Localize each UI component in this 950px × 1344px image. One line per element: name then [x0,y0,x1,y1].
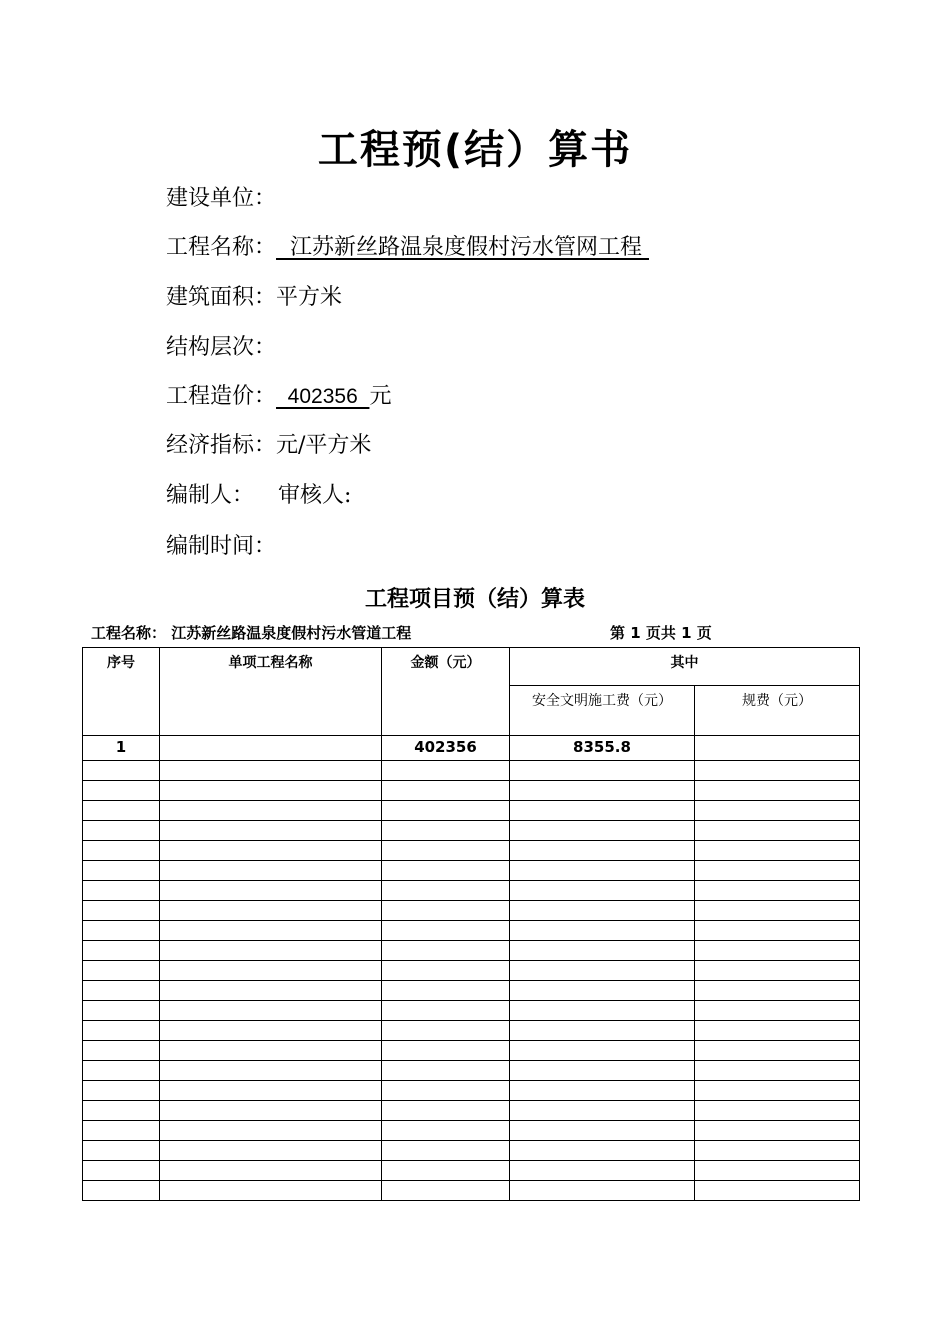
empty-cell [83,1101,160,1121]
compiler-label: 编制人： [166,483,255,508]
empty-cell [382,1121,510,1141]
structure-label: 结构层次： [166,335,277,360]
empty-cell [160,781,382,801]
table-project-name: 江苏新丝路温泉度假村污水管道工程 [171,624,412,642]
header-item: 单项工程名称 [160,648,382,736]
table-row-empty [83,1081,860,1101]
table-row-empty [83,921,860,941]
empty-cell [160,1021,382,1041]
empty-cell [510,1081,695,1101]
area-line [166,283,342,313]
project-line [166,233,649,263]
empty-cell [83,1161,160,1181]
empty-cell [382,961,510,981]
table-row [83,736,860,761]
empty-cell [83,761,160,781]
empty-cell [382,881,510,901]
empty-cell [510,1181,695,1201]
date-line [166,532,276,562]
empty-cell [695,921,860,941]
project-value: 江苏新丝路温泉度假村污水管网工程 [276,235,649,260]
table-row-empty [83,1121,860,1141]
empty-cell [695,821,860,841]
empty-cell [83,961,160,981]
cost-unit: 元 [369,384,392,409]
empty-cell [382,981,510,1001]
page-info: 第 1 页共 1 页 [610,624,712,642]
empty-cell [510,1161,695,1181]
table-row-empty [83,1061,860,1081]
cost-label: 工程造价： [166,384,277,409]
empty-cell [83,1041,160,1061]
empty-cell [695,1021,860,1041]
empty-cell [510,941,695,961]
empty-cell [382,761,510,781]
empty-cell [160,1041,382,1061]
empty-cell [695,881,860,901]
empty-cell [382,1061,510,1081]
empty-cell [510,1001,695,1021]
empty-cell [160,1181,382,1201]
empty-cell [382,1081,510,1101]
table-row-empty [83,901,860,921]
empty-cell [695,841,860,861]
empty-cell [510,761,695,781]
cell-safety: 8355.8 [510,736,695,761]
empty-cell [160,1061,382,1081]
empty-cell [382,921,510,941]
table-row-empty [83,1101,860,1121]
table-title: 工程项目预（结）算表 [364,587,585,612]
empty-cell [695,941,860,961]
empty-cell [83,1061,160,1081]
empty-cell [83,1081,160,1101]
empty-cell [695,1121,860,1141]
table-row-empty [83,961,860,981]
empty-cell [83,1001,160,1021]
empty-cell [695,1181,860,1201]
empty-cell [695,1061,860,1081]
table-row-empty [83,761,860,781]
empty-cell [510,981,695,1001]
empty-cell [510,781,695,801]
empty-cell [510,1061,695,1081]
empty-cell [83,781,160,801]
empty-cell [83,841,160,861]
empty-cell [695,761,860,781]
empty-cell [510,881,695,901]
empty-cell [160,841,382,861]
empty-cell [160,1001,382,1021]
index-label: 经济指标： [166,433,277,458]
empty-cell [160,761,382,781]
area-label: 建筑面积： [166,285,277,310]
table-row-empty [83,881,860,901]
header-amount: 金额（元） [382,648,510,736]
empty-cell [510,1101,695,1121]
empty-cell [510,1041,695,1061]
empty-cell [382,1181,510,1201]
table-row-empty [83,1041,860,1061]
empty-cell [382,901,510,921]
empty-cell [160,1081,382,1101]
table-row-empty [83,1181,860,1201]
cell-item [160,736,382,761]
table-row-empty [83,1161,860,1181]
empty-cell [83,921,160,941]
empty-cell [510,841,695,861]
empty-cell [382,1001,510,1021]
empty-cell [160,921,382,941]
table-project-label: 工程名称： [91,624,167,642]
empty-cell [83,941,160,961]
empty-cell [695,1041,860,1061]
empty-cell [83,1141,160,1161]
empty-cell [83,881,160,901]
empty-cell [695,901,860,921]
empty-cell [510,821,695,841]
cost-line [166,382,391,412]
empty-cell [83,861,160,881]
empty-cell [695,1161,860,1181]
empty-cell [510,901,695,921]
empty-cell [382,801,510,821]
empty-cell [83,1121,160,1141]
empty-cell [160,861,382,881]
table-row-empty [83,981,860,1001]
empty-cell [695,1001,860,1021]
reviewer-label: 审核人: [278,483,352,508]
empty-cell [382,941,510,961]
empty-cell [382,841,510,861]
cell-no: 1 [83,736,160,761]
empty-cell [382,1141,510,1161]
empty-cell [160,981,382,1001]
table-row-empty [83,941,860,961]
empty-cell [160,821,382,841]
header-no: 序号 [83,648,160,736]
empty-cell [695,1141,860,1161]
empty-cell [695,861,860,881]
structure-line [166,333,276,363]
empty-cell [510,1121,695,1141]
people-line [166,481,351,511]
table-row-empty [83,1021,860,1041]
empty-cell [382,1101,510,1121]
owner-line [166,184,276,214]
empty-cell [382,781,510,801]
empty-cell [695,981,860,1001]
header-safety: 安全文明施工费（元） [510,686,695,736]
empty-cell [382,821,510,841]
empty-cell [695,1081,860,1101]
empty-cell [160,801,382,821]
empty-cell [382,1021,510,1041]
owner-label: 建设单位： [166,186,277,211]
header-of-which: 其中 [510,648,860,686]
empty-cell [510,961,695,981]
empty-cell [83,901,160,921]
header-row-1 [83,648,860,686]
empty-cell [382,1161,510,1181]
empty-cell [510,801,695,821]
table-project-line [91,622,411,643]
empty-cell [160,1121,382,1141]
cell-fees [695,736,860,761]
empty-cell [83,801,160,821]
empty-cell [695,961,860,981]
table-row-empty [83,781,860,801]
empty-cell [160,1161,382,1181]
area-unit: 平方米 [276,285,343,310]
empty-cell [510,921,695,941]
table-row-empty [83,861,860,881]
empty-cell [695,801,860,821]
empty-cell [510,1021,695,1041]
cell-amount: 402356 [382,736,510,761]
index-line [166,431,371,461]
empty-cell [160,901,382,921]
empty-cell [160,941,382,961]
empty-cell [382,1041,510,1061]
date-label: 编制时间： [166,534,277,559]
index-unit: 元/平方米 [276,433,372,458]
page-title: 工程预(结）算书 [317,127,633,173]
empty-cell [160,1141,382,1161]
budget-table [82,647,860,1201]
table-row-empty [83,821,860,841]
header-fees: 规费（元） [695,686,860,736]
table-row-empty [83,1001,860,1021]
empty-cell [510,861,695,881]
empty-cell [695,781,860,801]
empty-cell [160,1101,382,1121]
empty-cell [83,1021,160,1041]
project-label: 工程名称： [166,235,277,260]
empty-cell [382,861,510,881]
table-row-empty [83,1141,860,1161]
empty-cell [510,1141,695,1161]
empty-cell [83,821,160,841]
empty-cell [695,1101,860,1121]
empty-cell [83,1181,160,1201]
empty-cell [160,961,382,981]
empty-cell [83,981,160,1001]
empty-cell [160,881,382,901]
cost-value: 402356 [276,385,370,408]
table-row-empty [83,841,860,861]
table-row-empty [83,801,860,821]
